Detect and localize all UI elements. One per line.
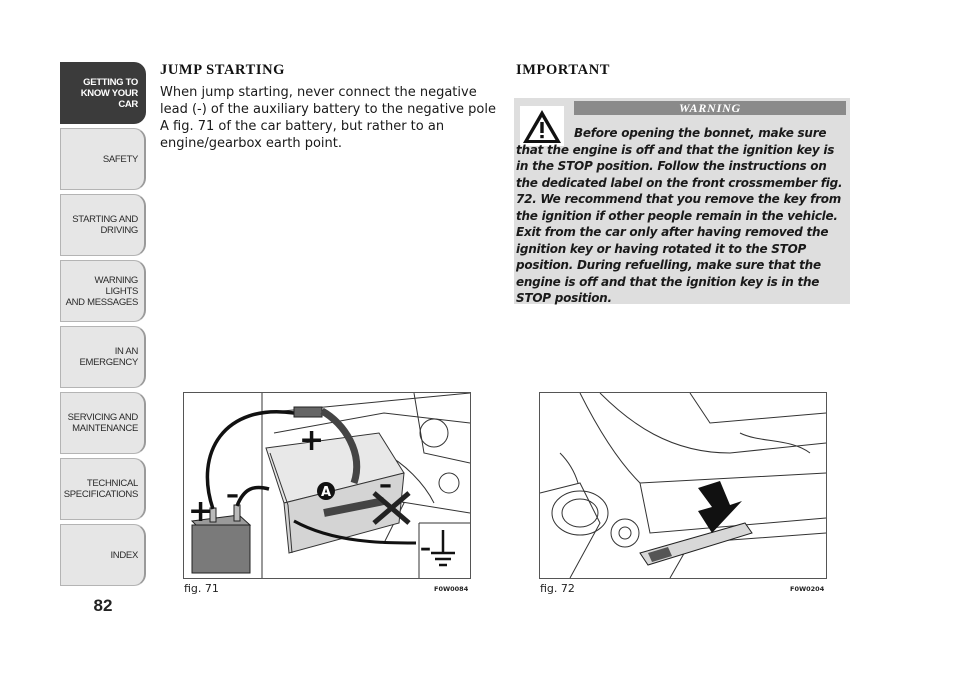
section-heading: JUMP STARTING (160, 62, 286, 78)
figure-72-caption: fig. 72 (540, 582, 575, 595)
tab-servicing-and-maintenance[interactable] (60, 392, 146, 454)
figure-71 (183, 392, 471, 579)
important-heading: IMPORTANT (516, 62, 611, 78)
tab-starting-and-driving[interactable] (60, 194, 146, 256)
tab-label-line1: TECHNICAL (86, 478, 138, 489)
figure-71-caption: fig. 71 (184, 582, 219, 595)
tab-getting-to-know-your-car[interactable] (60, 62, 146, 124)
earth-minus: – (420, 536, 431, 561)
page-number: 82 (93, 596, 113, 615)
tab-label-line1: GETTING TO (83, 76, 138, 88)
tab-label-line2: KNOW YOUR CAR (80, 87, 138, 110)
tab-in-an-emergency[interactable] (60, 326, 146, 388)
tab-label-line2: SPECIFICATIONS (63, 489, 138, 500)
label-a: A (320, 485, 332, 500)
car-battery-minus: – (379, 470, 392, 500)
tab-label-line2: AND MESSAGES (65, 296, 138, 308)
tab-label-line1: WARNING LIGHTS (94, 274, 138, 297)
tab-label-line2: DRIVING (100, 225, 138, 236)
figure-72-code: F0W0204 (790, 585, 825, 593)
tab-label-line1: STARTING AND (72, 214, 138, 225)
warning-label: WARNING (574, 101, 846, 115)
bonnet-label-illustration (540, 393, 826, 578)
tab-label-line2: MAINTENANCE (72, 423, 138, 434)
section-body: When jump starting, never connect the negative lead (-) of the auxiliary battery to the negative pole A fig. 71 of the car battery, but rather to an engine/gearbox earth point. (160, 85, 496, 151)
tab-technical-specifications[interactable] (60, 458, 146, 520)
warning-text: Before opening the bonnet, make sure that the engine is off and that the ignition key is in the STOP position. Follow the instructions on the dedicated label on the front crossmember fig. 72. We recommend that you remove the key from the ignition if other people remain in the vehicle. Exit from the car only after having removed the ignition key or having rotated it to the STOP position. During refuelling, make sure that the engine is off and that the ignition key is in the STOP position. (516, 126, 843, 305)
car-battery-plus: + (299, 423, 325, 458)
tab-warning-lights-and-messages[interactable] (60, 260, 146, 322)
arrow-down-icon (698, 481, 742, 533)
figure-72 (539, 392, 827, 579)
tab-label-line1: INDEX (110, 549, 138, 561)
aux-battery-minus: – (226, 480, 239, 510)
tab-label-line1: SAFETY (102, 153, 138, 165)
earth-ground-icon (431, 530, 455, 565)
tab-safety[interactable] (60, 128, 146, 190)
figure-71-code: F0W0084 (434, 585, 469, 593)
tab-label-line1: IN AN EMERGENCY (79, 346, 138, 368)
jump-start-illustration (184, 393, 470, 578)
tab-label-line1: SERVICING AND (67, 412, 138, 423)
tab-index[interactable] (60, 524, 146, 586)
aux-battery-plus: + (188, 494, 214, 529)
